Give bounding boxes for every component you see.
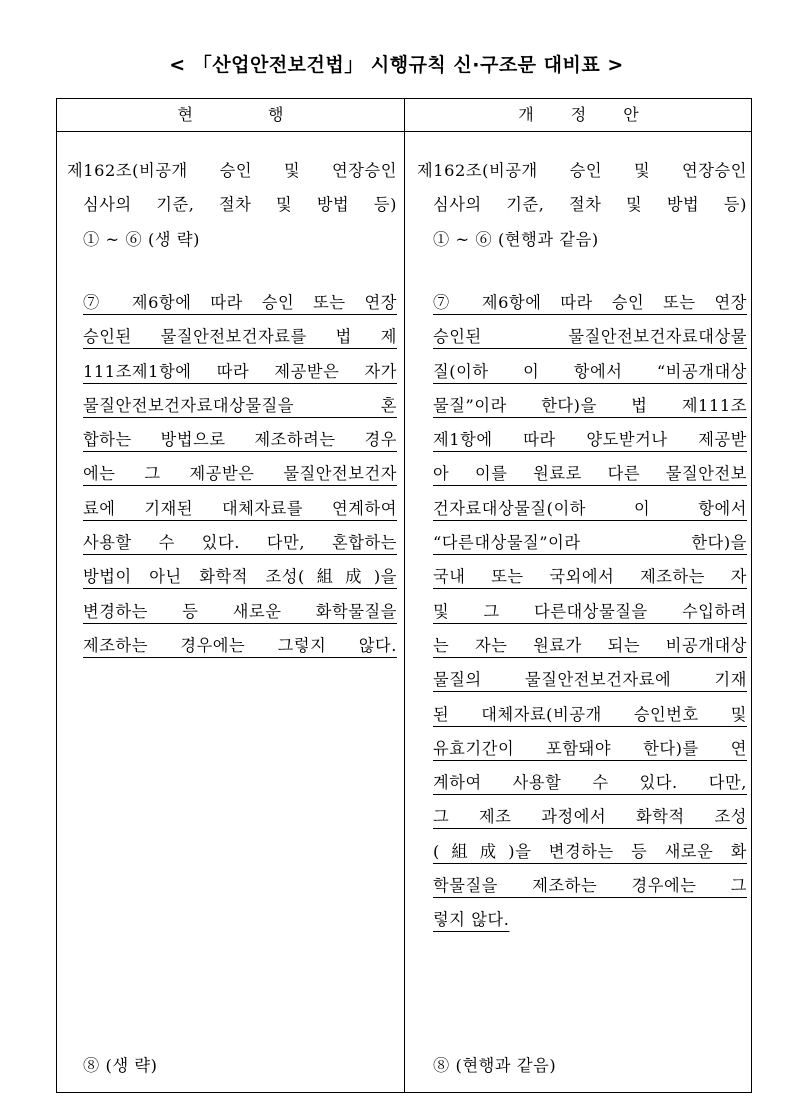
proposed-p7-line: 그 제조 과정에서 화학적 조성 — [433, 807, 747, 827]
header-current: 현 행 — [177, 105, 284, 124]
proposed-p7-line: 된 대체자료(비공개 승인번호 및 — [433, 704, 747, 724]
proposed-p7-line: 건자료대상물질(이하 이 항에서 — [433, 498, 747, 518]
comparison-table — [56, 98, 752, 1093]
proposed-paragraph-8 — [433, 1049, 763, 1083]
current-p7-line: 물질안전보건자료대상물질을 혼 — [83, 395, 397, 415]
header-proposed: 개 정 안 — [518, 105, 639, 124]
proposed-p7-line: 는 자는 원료가 되는 비공개대상 — [433, 635, 747, 655]
current-article-line: 심사의 기준, 절차 및 방법 등) — [83, 195, 397, 215]
proposed-p7-line: 및 그 다른대상물질을 수입하려 — [433, 601, 747, 621]
proposed-p7-line: 렇지 않다. — [433, 910, 510, 930]
current-p7-line: 승인된 물질안전보건자료를 법 제 — [83, 327, 397, 347]
proposed-p7-line: “다른대상물질”이라 한다)을 — [433, 533, 747, 553]
current-p7-line: 111조제1항에 따라 제공받은 자가 — [83, 361, 397, 381]
current-p7-line: 료에 기재된 대체자료를 연계하여 — [83, 498, 397, 518]
proposed-p7-line: 제1항에 따라 양도받거나 제공받 — [433, 430, 747, 450]
proposed-p7-line: 학물질을 제조하는 경우에는 그 — [433, 876, 747, 896]
current-p7-line: 에는 그 제공받은 물질안전보건자 — [83, 464, 397, 484]
proposed-p7-line: 국내 또는 국외에서 제조하는 자 — [433, 567, 747, 587]
proposed-p7-line: 계하여 사용할 수 있다. 다만, — [433, 773, 747, 793]
column-divider — [404, 99, 405, 1092]
current-p8-text: ⑧ (생 략) — [83, 1056, 158, 1075]
proposed-p7-line: 물질”이라 한다)을 법 제111조 — [433, 395, 747, 415]
header-divider — [57, 131, 751, 132]
current-p7-line: 사용할 수 있다. 다만, 혼합하는 — [83, 533, 397, 553]
proposed-column — [417, 154, 747, 257]
proposed-article-line: 심사의 기준, 절차 및 방법 등) — [433, 195, 747, 215]
proposed-p7-line: ⑦ 제6항에 따라 승인 또는 연장 — [433, 293, 747, 312]
proposed-paragraph-1-6: ① ~ ⑥ (현행과 같음) — [433, 229, 599, 249]
current-p7-line: 방법이 아닌 화학적 조성(組成)을 — [83, 567, 397, 587]
proposed-p7-line: (組成)을 변경하는 등 새로운 화 — [433, 841, 747, 861]
proposed-p7-line: 아 이를 원료로 다른 물질안전보 — [433, 464, 747, 484]
proposed-p7-line: 물질의 물질안전보건자료에 기재 — [433, 670, 747, 690]
proposed-article-line: 제162조(비공개 승인 및 연장승인 — [417, 161, 747, 180]
proposed-p8-text: ⑧ (현행과 같음) — [433, 1056, 557, 1075]
proposed-p7-line: 질(이하 이 항에서 “비공개대상 — [433, 361, 747, 381]
page-title: < 「산업안전보건법」 시행규칙 신·구조문 대비표 > — [169, 54, 624, 76]
current-paragraph-8 — [83, 1049, 413, 1083]
current-article-line: 제162조(비공개 승인 및 연장승인 — [67, 161, 397, 180]
proposed-p7-line: 승인된 물질안전보건자료대상물 — [433, 327, 747, 347]
current-column — [67, 154, 397, 257]
proposed-p7-line: 유효기간이 포함돼야 한다)를 연 — [433, 738, 747, 758]
current-p7-line: 합하는 방법으로 제조하려는 경우 — [83, 430, 397, 450]
current-p7-line: 제조하는 경우에는 그렇지 않다. — [83, 635, 397, 655]
current-p7-line: 변경하는 등 새로운 화학물질을 — [83, 601, 397, 621]
current-paragraph-1-6: ① ~ ⑥ (생 략) — [83, 229, 201, 249]
proposed-paragraph-7 — [433, 286, 747, 938]
current-p7-line: ⑦ 제6항에 따라 승인 또는 연장 — [83, 293, 397, 312]
current-paragraph-7 — [83, 286, 397, 663]
